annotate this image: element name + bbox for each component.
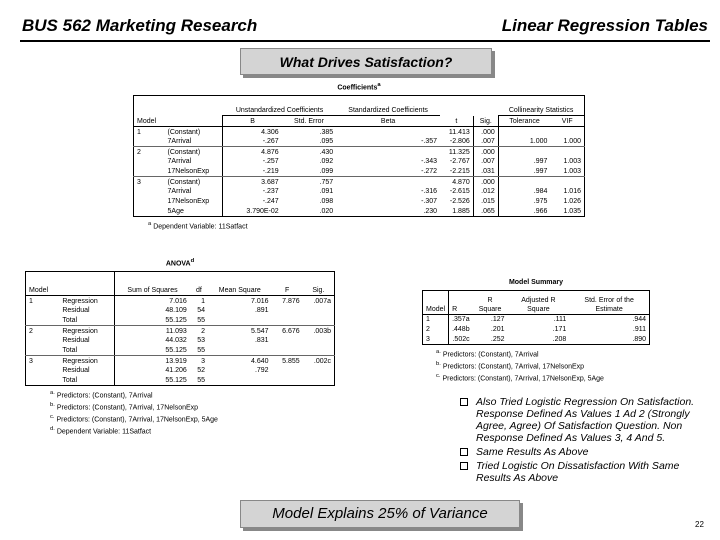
table-cell: Total: [59, 316, 114, 326]
footnote-text: Dependent Variable: 11Satfact: [54, 428, 152, 436]
table-cell: .092: [319, 158, 334, 166]
table-row: [26, 326, 335, 336]
table-row: [134, 197, 585, 207]
table-cell: [272, 366, 303, 376]
table-cell: 1.000: [498, 137, 550, 147]
table-cell: .065: [473, 207, 498, 217]
column-header: R: [449, 291, 473, 315]
table-cell: 7Arrival: [165, 137, 223, 147]
table-cell: -2.767: [440, 157, 473, 167]
header-row: [134, 116, 585, 127]
coefficients-footnote: $^a$ Dependent Variable: 11Satfact: [148, 221, 248, 231]
table-cell: 7Arrival: [165, 157, 223, 167]
table-cell: [498, 127, 550, 137]
table-cell: 5Age: [165, 207, 223, 217]
table-row: [423, 315, 650, 325]
table-cell: -2.806: [440, 137, 473, 147]
column-header: VIF: [550, 116, 584, 127]
table-cell: [26, 346, 60, 356]
table-cell: (Constant): [165, 177, 223, 187]
table-cell: .099: [282, 167, 336, 177]
table-cell: [303, 346, 335, 356]
footnote-mark: d.: [50, 425, 55, 432]
table-cell: [336, 127, 440, 137]
table-cell: 55.125: [115, 316, 190, 326]
table-cell: [272, 316, 303, 326]
table-cell: [26, 366, 60, 376]
table-cell: .966: [533, 208, 548, 216]
table-cell: Total: [59, 376, 114, 386]
column-header: Adjusted R Square: [508, 291, 570, 315]
table-row: [26, 316, 335, 326]
table-cell: Residual: [59, 366, 114, 376]
footnote-text: Predictors: (Constant), 7Arrival: [54, 392, 153, 400]
coefficients-table: [133, 95, 585, 217]
table-cell: [134, 207, 165, 217]
table-cell: 48.109: [165, 307, 187, 315]
footnote-text: Predictors: (Constant), 7Arrival: [440, 351, 539, 359]
table-cell: 1.016: [563, 188, 581, 196]
table-cell: (Constant): [165, 147, 223, 157]
column-header: Tolerance: [498, 116, 550, 127]
table-cell: Residual: [59, 306, 114, 316]
table-cell: 3.687: [261, 178, 279, 186]
table-cell: .127: [490, 316, 505, 324]
table-cell: -.357: [336, 137, 440, 147]
square-bullet-icon: [460, 448, 468, 456]
column-header: Std. Error: [282, 116, 336, 127]
table-cell: .007a: [313, 297, 331, 305]
table-cell: .002c: [313, 357, 331, 365]
table-cell: [336, 177, 440, 187]
table-cell: 53: [197, 337, 206, 345]
table-cell: 55.125: [115, 346, 190, 356]
slide-title: Linear Regression Tables: [501, 16, 708, 35]
table-cell: .201: [490, 326, 505, 333]
table-row: [26, 306, 335, 316]
table-cell: 2: [137, 148, 141, 156]
table-cell: Regression: [59, 356, 114, 366]
table-cell: 1.000: [550, 137, 584, 147]
column-header: [165, 116, 223, 127]
table-cell: 41.206: [165, 367, 187, 375]
column-header: Mean Square: [208, 272, 272, 296]
table-cell: .891: [254, 307, 269, 315]
table-cell: Total: [59, 346, 114, 356]
table-cell: [550, 147, 584, 157]
table-cell: .984: [533, 188, 548, 196]
group-header: [134, 96, 223, 116]
table-cell: 54: [197, 307, 206, 315]
group-header: Standardized Coefficients: [336, 96, 440, 116]
anova-footnotes: [25, 389, 335, 436]
footnote-text: Predictors: (Constant), 7Arrival, 17NelsonExp: [54, 404, 199, 412]
table-cell: [134, 157, 165, 167]
table-row: [423, 335, 650, 345]
table-cell: 4.876: [261, 148, 279, 156]
table-cell: 7.016: [169, 297, 187, 305]
table-cell: 5.547: [251, 327, 269, 335]
column-header: Sig.: [473, 116, 498, 127]
table-cell: 3: [137, 178, 141, 186]
footnote-text: Predictors: (Constant), 7Arrival, 17NelsonExp, 5Age: [440, 374, 604, 382]
column-header: B: [223, 116, 282, 127]
footnote-mark: b.: [50, 402, 55, 409]
footnote: [436, 360, 650, 372]
table-cell: [498, 177, 550, 187]
header-row: [26, 272, 335, 296]
table-cell: 6.676: [282, 327, 300, 335]
table-cell: -.219: [223, 167, 282, 177]
table-cell: 4.306: [261, 128, 279, 136]
table-row: [134, 167, 585, 177]
square-bullet-icon: [460, 462, 468, 470]
conclusion-box: Model Explains 25% of Variance: [240, 500, 520, 528]
table-cell: .975: [533, 198, 548, 206]
table-cell: 11.325: [440, 147, 473, 157]
table-cell: .003b: [313, 327, 331, 335]
table-cell: 1: [201, 297, 206, 305]
square-bullet-icon: [460, 398, 468, 406]
table-cell: [272, 346, 303, 356]
anova-table: [25, 271, 335, 386]
bullet-logistic: Also Tried Logistic Regression On Satisfaction. Response Defined As Values 1 Ad 2 (Strongly Agree, Agree) Of Satisfaction Question. Non Response Defined As Values 3, 4 And 5.: [460, 396, 716, 444]
column-header: Beta: [336, 116, 440, 127]
table-cell: 55.125: [165, 377, 187, 385]
table-cell: 5.855: [282, 357, 300, 365]
table-row: [134, 157, 585, 167]
table-cell: .911: [632, 326, 646, 333]
table-cell: .111: [553, 316, 567, 324]
column-header: Model: [134, 116, 165, 127]
table-cell: .502c: [452, 335, 470, 343]
footnote-mark: c.: [50, 413, 55, 420]
table-cell: [26, 316, 60, 326]
table-cell: 4.640: [251, 357, 269, 365]
table-cell: [498, 147, 550, 157]
footnote: [50, 389, 335, 401]
table-cell: [134, 197, 165, 207]
table-cell: [303, 366, 335, 376]
footnote: [50, 425, 335, 437]
table-cell: -2.615: [440, 187, 473, 197]
column-header: df: [190, 272, 208, 296]
anova-block: [25, 256, 335, 437]
table-cell: .015: [473, 197, 498, 207]
table-row: [26, 366, 335, 376]
column-header: Sig.: [303, 272, 335, 296]
group-header-row: [134, 96, 585, 116]
table-cell: 2: [29, 327, 33, 335]
footnote-mark: b.: [436, 360, 441, 367]
header-row: [423, 291, 650, 315]
table-cell: 3.790E-02: [246, 208, 279, 216]
table-cell: -2.526: [440, 197, 473, 207]
column-header: [59, 272, 114, 296]
table-cell: -.247: [262, 198, 279, 206]
course-title: BUS 562 Marketing Research: [22, 16, 258, 35]
table-cell: -.257: [262, 158, 279, 166]
footnote-mark: a.: [436, 349, 441, 355]
table-cell: [272, 376, 303, 386]
table-cell: -.267: [223, 137, 282, 147]
group-header: [473, 96, 498, 116]
table-cell: 17NelsonExp: [165, 167, 223, 177]
table-cell: -.307: [421, 198, 438, 206]
table-cell: .095: [282, 137, 336, 147]
table-row: [134, 187, 585, 197]
table-row: [134, 177, 585, 187]
table-cell: .944: [632, 316, 646, 324]
footnote: [50, 413, 335, 425]
table-cell: 7Arrival: [165, 187, 223, 197]
table-row: [134, 147, 585, 157]
coefficients-title: Coefficients$^a$: [337, 82, 381, 92]
table-cell: 11.413: [440, 127, 473, 137]
question-box: What Drives Satisfaction?: [240, 48, 492, 75]
table-cell: 1.003: [563, 158, 581, 166]
table-cell: 13.919: [165, 357, 187, 365]
table-row: [134, 127, 585, 137]
table-cell: -.343: [421, 158, 438, 166]
anova-title: ANOVA$^d$: [165, 258, 195, 268]
footnote-mark: a.: [50, 390, 55, 397]
table-cell: .031: [473, 167, 498, 177]
table-cell: (Constant): [165, 127, 223, 137]
table-cell: .230: [423, 208, 438, 216]
table-cell: 3: [29, 357, 33, 365]
table-cell: 3: [423, 335, 449, 345]
group-header: Collinearity Statistics: [498, 96, 584, 116]
table-cell: .098: [319, 198, 334, 206]
table-cell: Regression: [59, 296, 114, 306]
column-header: F: [272, 272, 303, 296]
table-cell: .000: [473, 127, 498, 137]
table-cell: -2.215: [440, 167, 473, 177]
table-row: [26, 356, 335, 366]
table-cell: -.272: [336, 167, 440, 177]
table-row: [26, 336, 335, 346]
table-cell: Residual: [59, 336, 114, 346]
table-cell: 1.885: [440, 207, 473, 217]
table-cell: 3: [201, 357, 206, 365]
model-summary-footnotes: [422, 348, 650, 383]
table-cell: [134, 137, 165, 147]
table-cell: Regression: [59, 326, 114, 336]
column-header: Model: [423, 291, 449, 315]
table-cell: .430: [319, 148, 334, 156]
column-header: R Square: [473, 291, 508, 315]
column-header: t: [440, 116, 473, 127]
column-header: Model: [26, 272, 60, 296]
table-cell: .831: [254, 337, 269, 345]
header-rule: [20, 40, 710, 42]
table-cell: [303, 316, 335, 326]
table-cell: .007: [473, 137, 498, 147]
table-cell: 2: [201, 327, 206, 335]
table-cell: 2: [423, 325, 449, 335]
table-row: [26, 346, 335, 356]
table-cell: .448b: [452, 326, 470, 333]
table-cell: [550, 127, 584, 137]
table-cell: 17NelsonExp: [165, 197, 223, 207]
table-cell: .171: [552, 326, 567, 333]
group-header: Unstandardized Coefficients: [223, 96, 336, 116]
table-cell: .208: [552, 335, 567, 343]
table-cell: 11.093: [165, 327, 187, 335]
table-cell: 55: [197, 377, 206, 385]
table-cell: [208, 346, 272, 356]
table-cell: .757: [319, 178, 334, 186]
table-cell: 52: [197, 367, 206, 375]
table-cell: .091: [319, 188, 334, 196]
table-cell: .012: [473, 187, 498, 197]
table-cell: 1.035: [563, 208, 581, 216]
table-cell: .792: [254, 367, 269, 375]
table-cell: .020: [319, 208, 334, 216]
table-row: [134, 207, 585, 217]
model-summary-title: Model Summary: [508, 279, 564, 286]
bullet-list: [460, 396, 716, 484]
table-cell: .000: [473, 177, 498, 187]
table-row: [423, 325, 650, 335]
table-cell: 1: [423, 315, 449, 325]
table-cell: .000: [473, 147, 498, 157]
table-cell: [208, 316, 272, 326]
table-cell: -.316: [421, 188, 438, 196]
bullet-dissatisfaction: Tried Logistic On Dissatisfaction With Same Results As Above: [460, 460, 716, 484]
page-number: 22: [695, 520, 704, 529]
table-cell: 44.032: [165, 337, 187, 345]
table-cell: 4.870: [440, 177, 473, 187]
table-row: [26, 376, 335, 386]
table-cell: [303, 306, 335, 316]
table-cell: [26, 376, 60, 386]
column-header: Std. Error of the Estimate: [569, 291, 649, 315]
table-cell: 55: [190, 346, 208, 356]
footnote: [436, 348, 650, 360]
table-cell: [208, 376, 272, 386]
table-cell: [134, 167, 165, 177]
table-cell: 1.003: [550, 167, 584, 177]
footnote: [50, 401, 335, 413]
table-row: [134, 137, 585, 147]
table-cell: [303, 336, 335, 346]
column-header: Sum of Squares: [115, 272, 190, 296]
footnote-mark: c.: [436, 372, 441, 379]
table-cell: .385: [319, 128, 334, 136]
table-cell: [26, 306, 60, 316]
table-cell: .997: [533, 158, 548, 166]
table-cell: [272, 336, 303, 346]
table-row: [26, 296, 335, 306]
table-cell: .357a: [452, 316, 470, 324]
model-summary-block: [422, 278, 650, 383]
table-cell: [26, 336, 60, 346]
group-header: [440, 96, 473, 116]
footnote: [436, 372, 650, 384]
table-cell: .890: [632, 335, 646, 343]
table-cell: 1.026: [563, 198, 581, 206]
table-cell: [303, 376, 335, 386]
model-summary-table: [422, 290, 650, 345]
table-cell: 55: [190, 316, 208, 326]
table-cell: -.237: [262, 188, 279, 196]
table-cell: 1: [137, 128, 141, 136]
table-cell: [550, 177, 584, 187]
bullet-same-results: Same Results As Above: [460, 446, 716, 458]
table-cell: 7.016: [251, 297, 269, 305]
table-cell: .007: [473, 157, 498, 167]
footnote-text: Predictors: (Constant), 7Arrival, 17NelsonExp, 5Age: [54, 416, 218, 424]
table-cell: 7.876: [282, 297, 300, 305]
table-cell: [134, 187, 165, 197]
table-cell: .252: [490, 335, 505, 343]
table-cell: .997: [498, 167, 550, 177]
table-cell: 1: [29, 297, 33, 305]
footnote-text: Predictors: (Constant), 7Arrival, 17NelsonExp: [440, 363, 585, 371]
table-cell: [272, 306, 303, 316]
table-cell: [336, 147, 440, 157]
coefficients-block: [133, 80, 585, 232]
